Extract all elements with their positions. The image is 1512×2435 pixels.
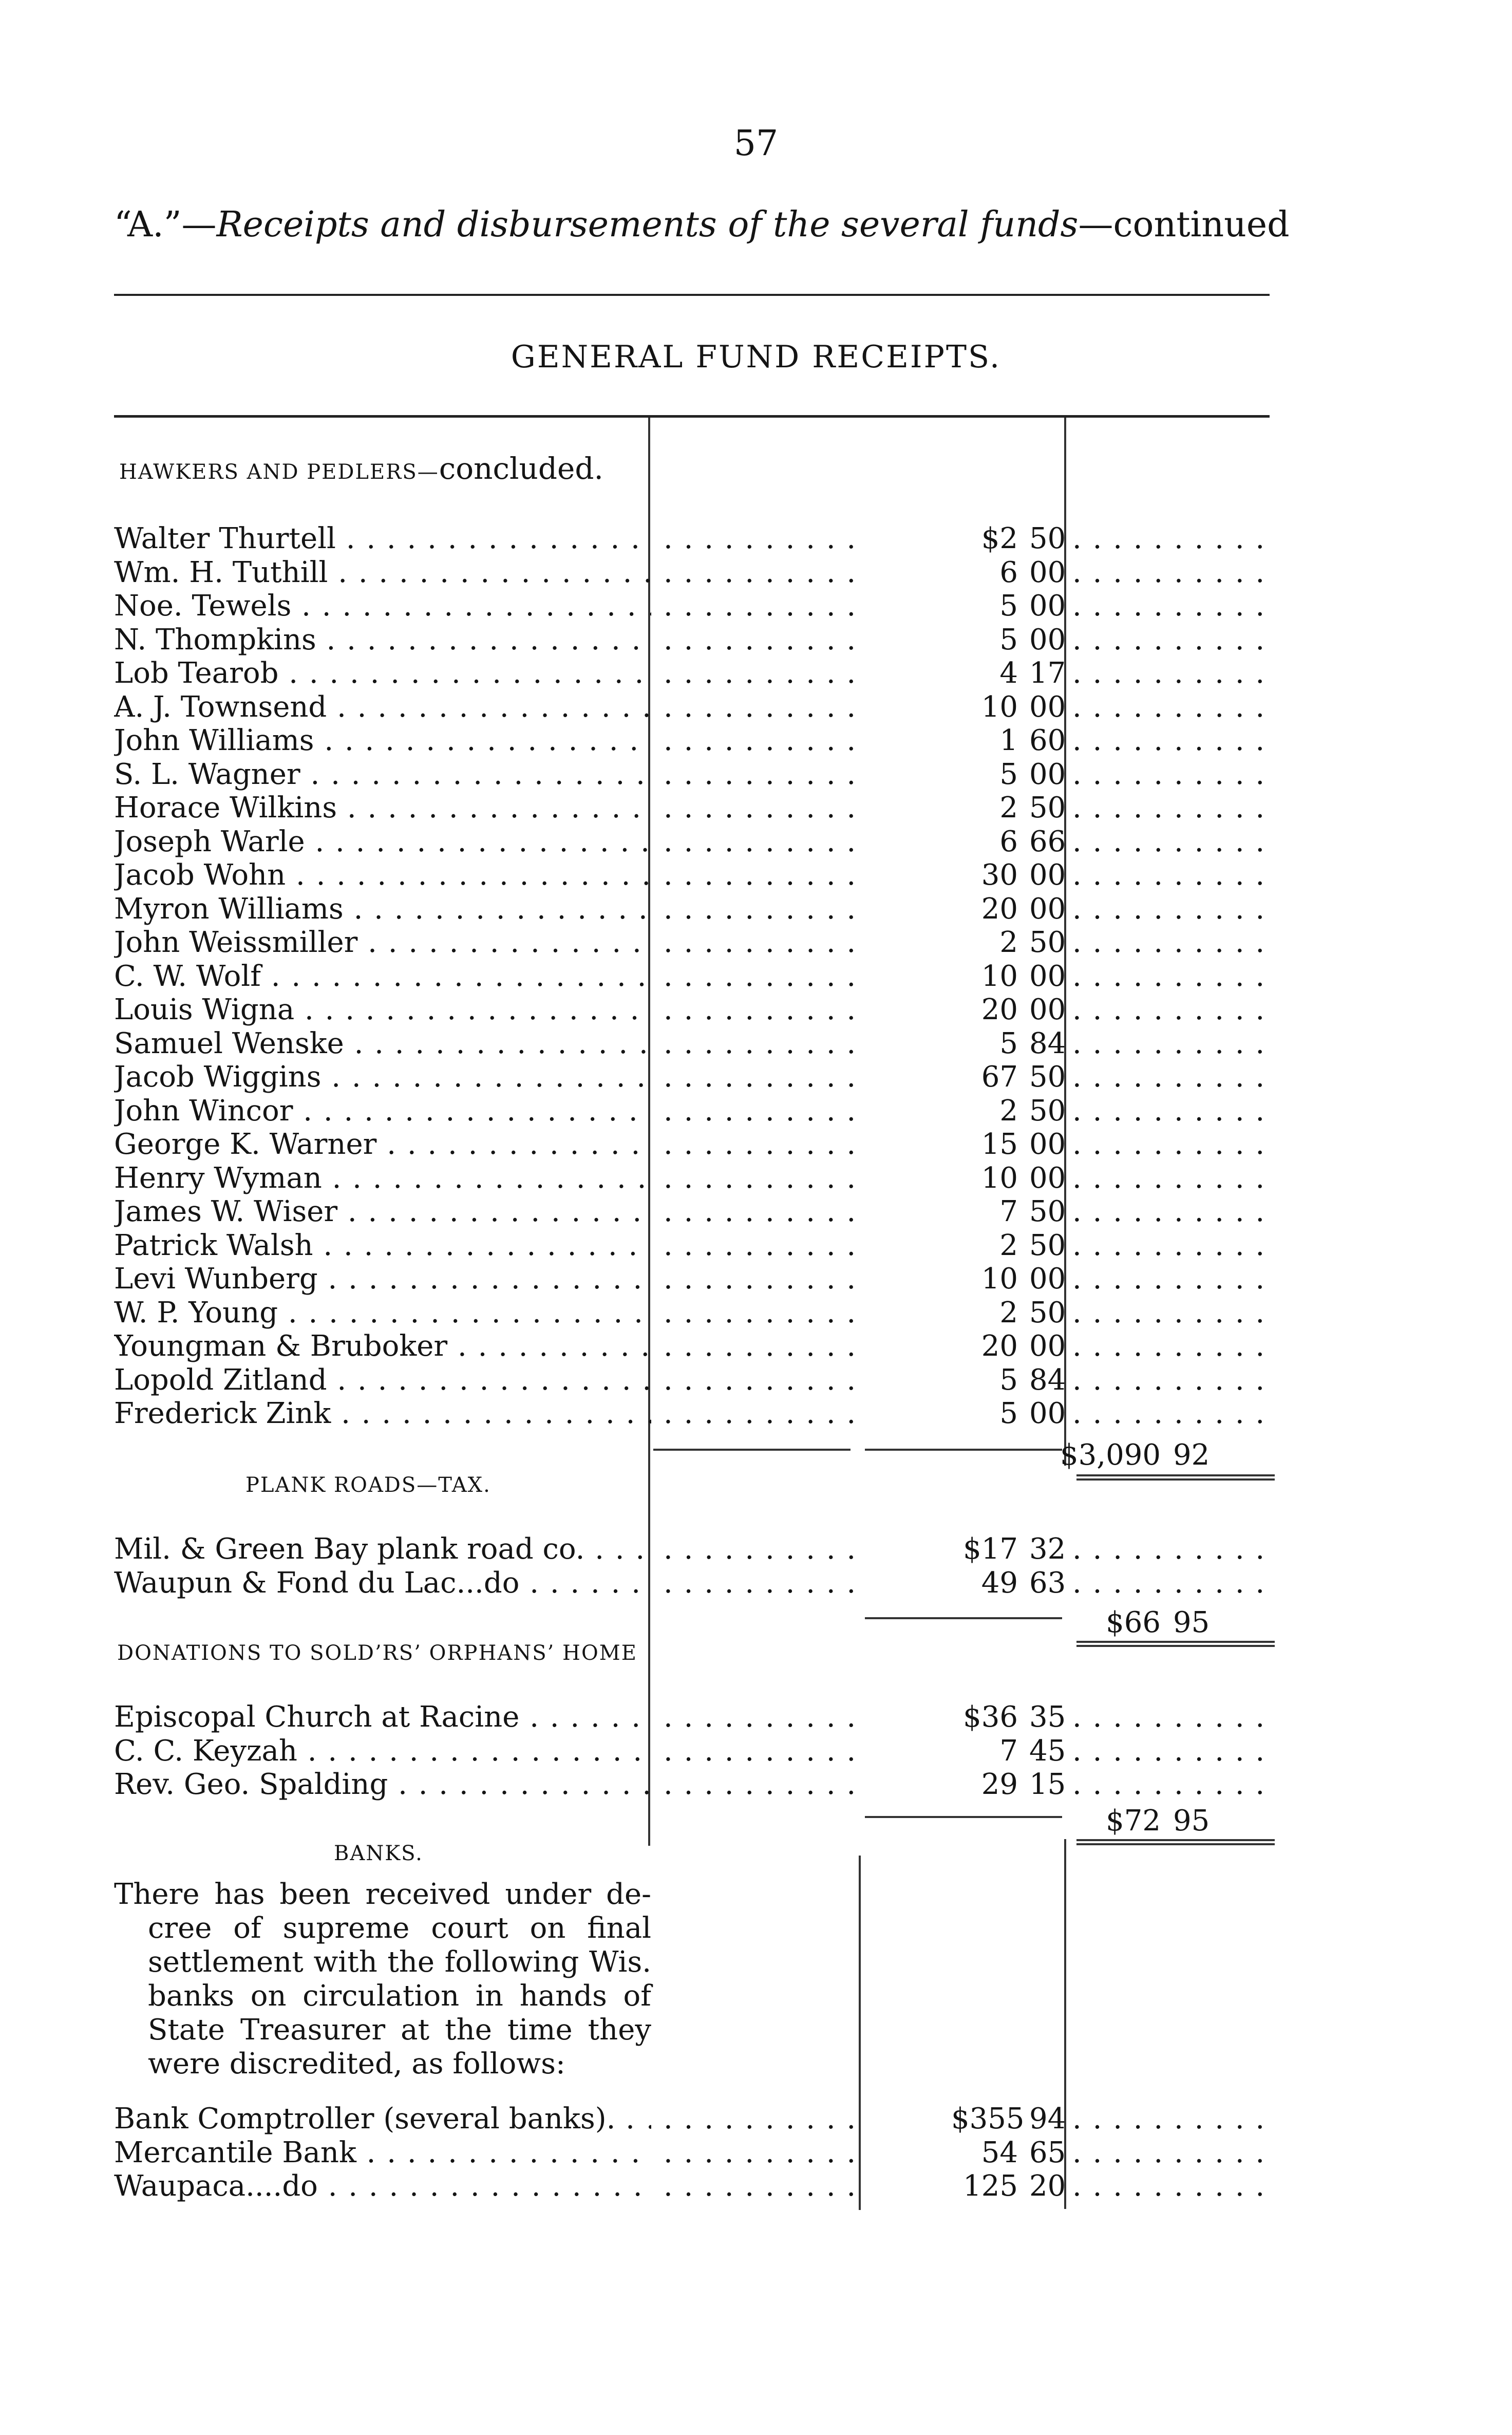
hawkers-total-double-rule [1076,1474,1275,1481]
page-number: 57 [733,123,779,164]
entry-name: Wm. H. Tuthill . . . [114,556,651,590]
entry-dollars: 1 [999,724,1018,757]
leader-dots [1072,960,1275,994]
entry-name: Myron Williams . . . [114,892,651,926]
entry-dollars: 5 [999,1026,1018,1060]
leader-dots [1072,724,1275,758]
entry-cents: 66 [1029,825,1066,858]
donations-heading: DONATIONS TO SOLD’RS’ ORPHANS’ HOME [117,1641,637,1665]
leader-dots [664,1532,856,1566]
entry-dollars: 125 [963,2169,1018,2203]
entry-dollars: 5 [999,589,1018,623]
leader-dots [1072,1363,1275,1397]
hawkers-total-cents: 92 [1173,1438,1210,1472]
entry-dollars: $2 [981,522,1018,555]
entry-cents: 50 [1029,1228,1066,1262]
entry-cents: 00 [1029,757,1066,791]
entry-cents: 50 [1029,1195,1066,1228]
entry-name: Mercantile Bank . . . [114,2136,651,2170]
entry-cents: 00 [1029,589,1066,623]
entry-cents: 00 [1029,858,1066,892]
entry-cents: 63 [1029,1566,1066,1600]
leader-dots [664,556,856,590]
header-prefix: “A.”— [114,204,217,245]
leader-dots [1072,993,1275,1027]
table-row [114,1162,1275,1195]
entry-name: N. Thompkins . . . [114,623,651,657]
banks-heading: BANKS. [334,1842,423,1865]
entry-dollars: 2 [999,1094,1018,1128]
table-row [114,2169,1275,2203]
leader-dots [664,1229,856,1263]
table-row [114,858,1275,892]
entry-cents: 94 [1029,2102,1066,2136]
leader-dots [1072,1329,1275,1363]
page-header [114,204,1290,245]
leader-dots [664,1162,856,1195]
leader-dots [664,791,856,825]
entry-name: Mil. & Green Bay plank road co. . . . [114,1532,651,1566]
entry-dollars: 54 [981,2136,1018,2169]
table-row [114,758,1275,792]
entry-cents: 00 [1029,623,1066,657]
table-row [114,724,1275,758]
leader-dots [664,1262,856,1296]
leader-dots [664,1329,856,1363]
entry-name: Horace Wilkins . . . [114,791,651,825]
leader-dots [664,1397,856,1431]
entry-cents: 20 [1029,2169,1066,2203]
banks-paragraph-line: settlement with the following Wis. [148,1945,651,1979]
entry-dollars: 30 [981,858,1018,892]
leader-dots [1072,1296,1275,1330]
entry-name: S. L. Wagner . . . [114,758,651,792]
entry-cents: 45 [1029,1734,1066,1768]
table-row [114,556,1275,590]
leader-dots [1072,825,1275,859]
header-italic-title: Receipts and disbursements of the several funds [216,204,1079,245]
banks-paragraph [114,1878,651,2081]
entry-name: Patrick Walsh . . . [114,1229,651,1263]
leader-dots [664,2102,856,2136]
table-row [114,825,1275,859]
entry-cents: 00 [1029,1262,1066,1296]
leader-dots [664,2169,856,2203]
entry-name: Samuel Wenske . . . [114,1027,651,1061]
hawkers-subtotal-rule [653,1449,850,1451]
leader-dots [664,993,856,1027]
leader-dots [664,858,856,892]
leader-dots [664,724,856,758]
entry-cents: 00 [1029,892,1066,926]
leader-dots [1072,1566,1275,1600]
table-row [114,1532,1275,1566]
table-row [114,1128,1275,1162]
leader-dots [1072,1027,1275,1061]
entry-cents: 50 [1029,1296,1066,1329]
banks-paragraph-line: banks on circulation in hands of [148,1979,651,2013]
entry-dollars: 10 [981,959,1018,993]
table-top-rule [114,415,1270,418]
entry-name: Episcopal Church at Racine . . . [114,1700,651,1734]
leader-dots [1072,1195,1275,1229]
leader-dots [1072,1397,1275,1431]
entry-dollars: 49 [981,1566,1018,1600]
banks-paragraph-line: State Treasurer at the time they [148,2013,651,2047]
section-title: GENERAL FUND RECEIPTS. [511,339,1001,375]
entry-cents: 00 [1029,1128,1066,1161]
entry-name: Henry Wyman . . . [114,1162,651,1195]
leader-dots [1072,556,1275,590]
entry-dollars: 10 [981,1262,1018,1296]
entry-cents: 60 [1029,724,1066,757]
entry-name: John Wincor . . . [114,1094,651,1128]
entry-dollars: 67 [981,1060,1018,1094]
table-row [114,791,1275,825]
entry-dollars: 7 [999,1734,1018,1768]
leader-dots [664,825,856,859]
entry-dollars: 10 [981,1161,1018,1195]
table-row [114,1700,1275,1734]
banks-paragraph-line: cree of supreme court on final [148,1912,651,1945]
entry-cents: 00 [1029,1161,1066,1195]
entry-dollars: 5 [999,757,1018,791]
entry-dollars: 20 [981,993,1018,1026]
leader-dots [664,1734,856,1768]
leader-dots [1072,926,1275,960]
table-row [114,623,1275,657]
leader-dots [1072,1768,1275,1802]
table-row [114,892,1275,926]
entry-dollars: 2 [999,791,1018,825]
entry-cents: 00 [1029,1397,1066,1430]
leader-dots [1072,1162,1275,1195]
table-row [114,1296,1275,1330]
leader-dots [1072,1128,1275,1162]
table-row [114,2136,1275,2170]
entry-name: Waupun & Fond du Lac...do . . . [114,1566,651,1600]
table-row [114,960,1275,994]
entry-name: Noe. Tewels . . . [114,589,651,623]
table-row [114,2102,1275,2136]
banks-paragraph-line: were discredited, as follows: [148,2047,565,2081]
leader-dots [1072,522,1275,556]
entry-dollars: $36 [963,1700,1018,1734]
entry-dollars: 5 [999,623,1018,657]
leader-dots [664,1195,856,1229]
leader-dots [664,1768,856,1802]
donations-total-dollars: $72 [1106,1804,1161,1838]
leader-dots [1072,1700,1275,1734]
entry-name: Bank Comptroller (several banks). . . . [114,2102,651,2136]
entry-dollars: 5 [999,1363,1018,1397]
table-row [114,1768,1275,1802]
entry-name: W. P. Young . . . [114,1296,651,1330]
leader-dots [1072,758,1275,792]
entry-cents: 00 [1029,959,1066,993]
entry-name: Louis Wigna . . . [114,993,651,1027]
entry-dollars: 20 [981,1329,1018,1363]
leader-dots [1072,2102,1275,2136]
table-row [114,1329,1275,1363]
table-row [114,657,1275,690]
entry-name: James W. Wiser . . . [114,1195,651,1229]
entry-cents: 32 [1029,1532,1066,1566]
leader-dots [1072,1060,1275,1094]
entry-cents: 00 [1029,993,1066,1026]
table-row [114,1566,1275,1600]
entry-cents: 50 [1029,522,1066,555]
banks-paragraph-line: There has been received under de- [114,1878,651,1911]
table-row [114,1195,1275,1229]
entry-dollars: 20 [981,892,1018,926]
leader-dots [664,2136,856,2170]
leader-dots [1072,2169,1275,2203]
leader-dots [664,926,856,960]
table-row [114,993,1275,1027]
table-row [114,1363,1275,1397]
entry-cents: 50 [1029,791,1066,825]
entry-name: A. J. Townsend . . . [114,690,651,724]
leader-dots [664,657,856,690]
leader-dots [1072,623,1275,657]
leader-dots [664,1027,856,1061]
entry-cents: 00 [1029,690,1066,724]
plank-total-double-rule [1076,1641,1275,1647]
donations-total [960,1804,1275,1838]
hawkers-heading: HAWKERS AND PEDLERS—concluded. [119,451,603,486]
header-suffix: —continued [1078,204,1290,245]
leader-dots [1072,690,1275,724]
leader-dots [664,1296,856,1330]
table-row [114,522,1275,556]
entry-cents: 50 [1029,1060,1066,1094]
entry-dollars: 15 [981,1128,1018,1161]
donations-total-double-rule [1076,1839,1275,1845]
entry-name: C. C. Keyzah . . . [114,1734,651,1768]
leader-dots [664,522,856,556]
leader-dots [1072,1229,1275,1263]
entry-name: Frederick Zink . . . [114,1397,651,1431]
entry-cents: 50 [1029,926,1066,959]
leader-dots [1072,1532,1275,1566]
leader-dots [1072,1262,1275,1296]
leader-dots [1072,1094,1275,1128]
leader-dots [1072,2136,1275,2170]
entry-dollars: 6 [999,555,1018,589]
entry-name: Waupaca....do . . . [114,2169,651,2203]
entry-dollars: 29 [981,1768,1018,1801]
leader-dots [664,960,856,994]
entry-dollars: 5 [999,1397,1018,1430]
entry-dollars: 2 [999,1296,1018,1329]
table-row [114,1397,1275,1431]
entry-dollars: 2 [999,1228,1018,1262]
entry-dollars: 7 [999,1195,1018,1228]
leader-dots [664,758,856,792]
entry-name: Jacob Wiggins . . . [114,1060,651,1094]
entry-name: Lopold Zitland . . . [114,1363,651,1397]
entry-cents: 65 [1029,2136,1066,2169]
entry-cents: 00 [1029,555,1066,589]
plank-roads-heading: PLANK ROADS—TAX. [245,1473,491,1497]
entry-name: Rev. Geo. Spalding . . . [114,1768,651,1802]
leader-dots [664,623,856,657]
table-row [114,690,1275,724]
leader-dots [664,1566,856,1600]
table-row [114,1229,1275,1263]
leader-dots [1072,858,1275,892]
entry-name: Youngman & Bruboker . . . [114,1329,651,1363]
entry-cents: 84 [1029,1363,1066,1397]
leader-dots [664,1363,856,1397]
leader-dots [1072,657,1275,690]
table-row [114,1060,1275,1094]
table-row [114,1734,1275,1768]
entry-dollars: 6 [999,825,1018,858]
entry-dollars: $355 [951,2102,1025,2136]
entry-name: George K. Warner . . . [114,1128,651,1162]
entry-name: Walter Thurtell . . . [114,522,651,556]
entry-cents: 00 [1029,1329,1066,1363]
entry-name: Jacob Wohn . . . [114,858,651,892]
table-row [114,589,1275,623]
leader-dots [664,892,856,926]
leader-dots [664,690,856,724]
table-row [114,1262,1275,1296]
leader-dots [664,1060,856,1094]
entry-dollars: $17 [963,1532,1018,1566]
table-row [114,1094,1275,1128]
entry-dollars: 2 [999,926,1018,959]
table-row [114,1027,1275,1061]
leader-dots [664,1094,856,1128]
entry-name: John Williams . . . [114,724,651,758]
entry-name: Levi Wunberg . . . [114,1262,651,1296]
entry-name: C. W. Wolf . . . [114,960,651,994]
leader-dots [664,1128,856,1162]
entry-cents: 84 [1029,1026,1066,1060]
leader-dots [1072,1734,1275,1768]
leader-dots [664,589,856,623]
leader-dots [1072,892,1275,926]
hawkers-total [960,1438,1275,1472]
entry-cents: 15 [1029,1768,1066,1801]
plank-total-dollars: $66 [1106,1606,1161,1639]
header-rule [114,294,1270,296]
leader-dots [1072,791,1275,825]
entry-dollars: 10 [981,690,1018,724]
donations-total-cents: 95 [1173,1804,1210,1838]
entry-dollars: 4 [999,657,1018,690]
entry-name: John Weissmiller . . . [114,926,651,960]
entry-cents: 17 [1029,657,1066,690]
plank-total-cents: 95 [1173,1606,1210,1639]
leader-dots [664,1700,856,1734]
entry-cents: 50 [1029,1094,1066,1128]
hawkers-total-dollars: $3,090 [1060,1438,1161,1472]
table-row [114,926,1275,960]
plank-roads-total [960,1606,1275,1640]
entry-name: Joseph Warle . . . [114,825,651,859]
entry-name: Lob Tearob . . . [114,657,651,690]
entry-cents: 35 [1029,1700,1066,1734]
leader-dots [1072,589,1275,623]
